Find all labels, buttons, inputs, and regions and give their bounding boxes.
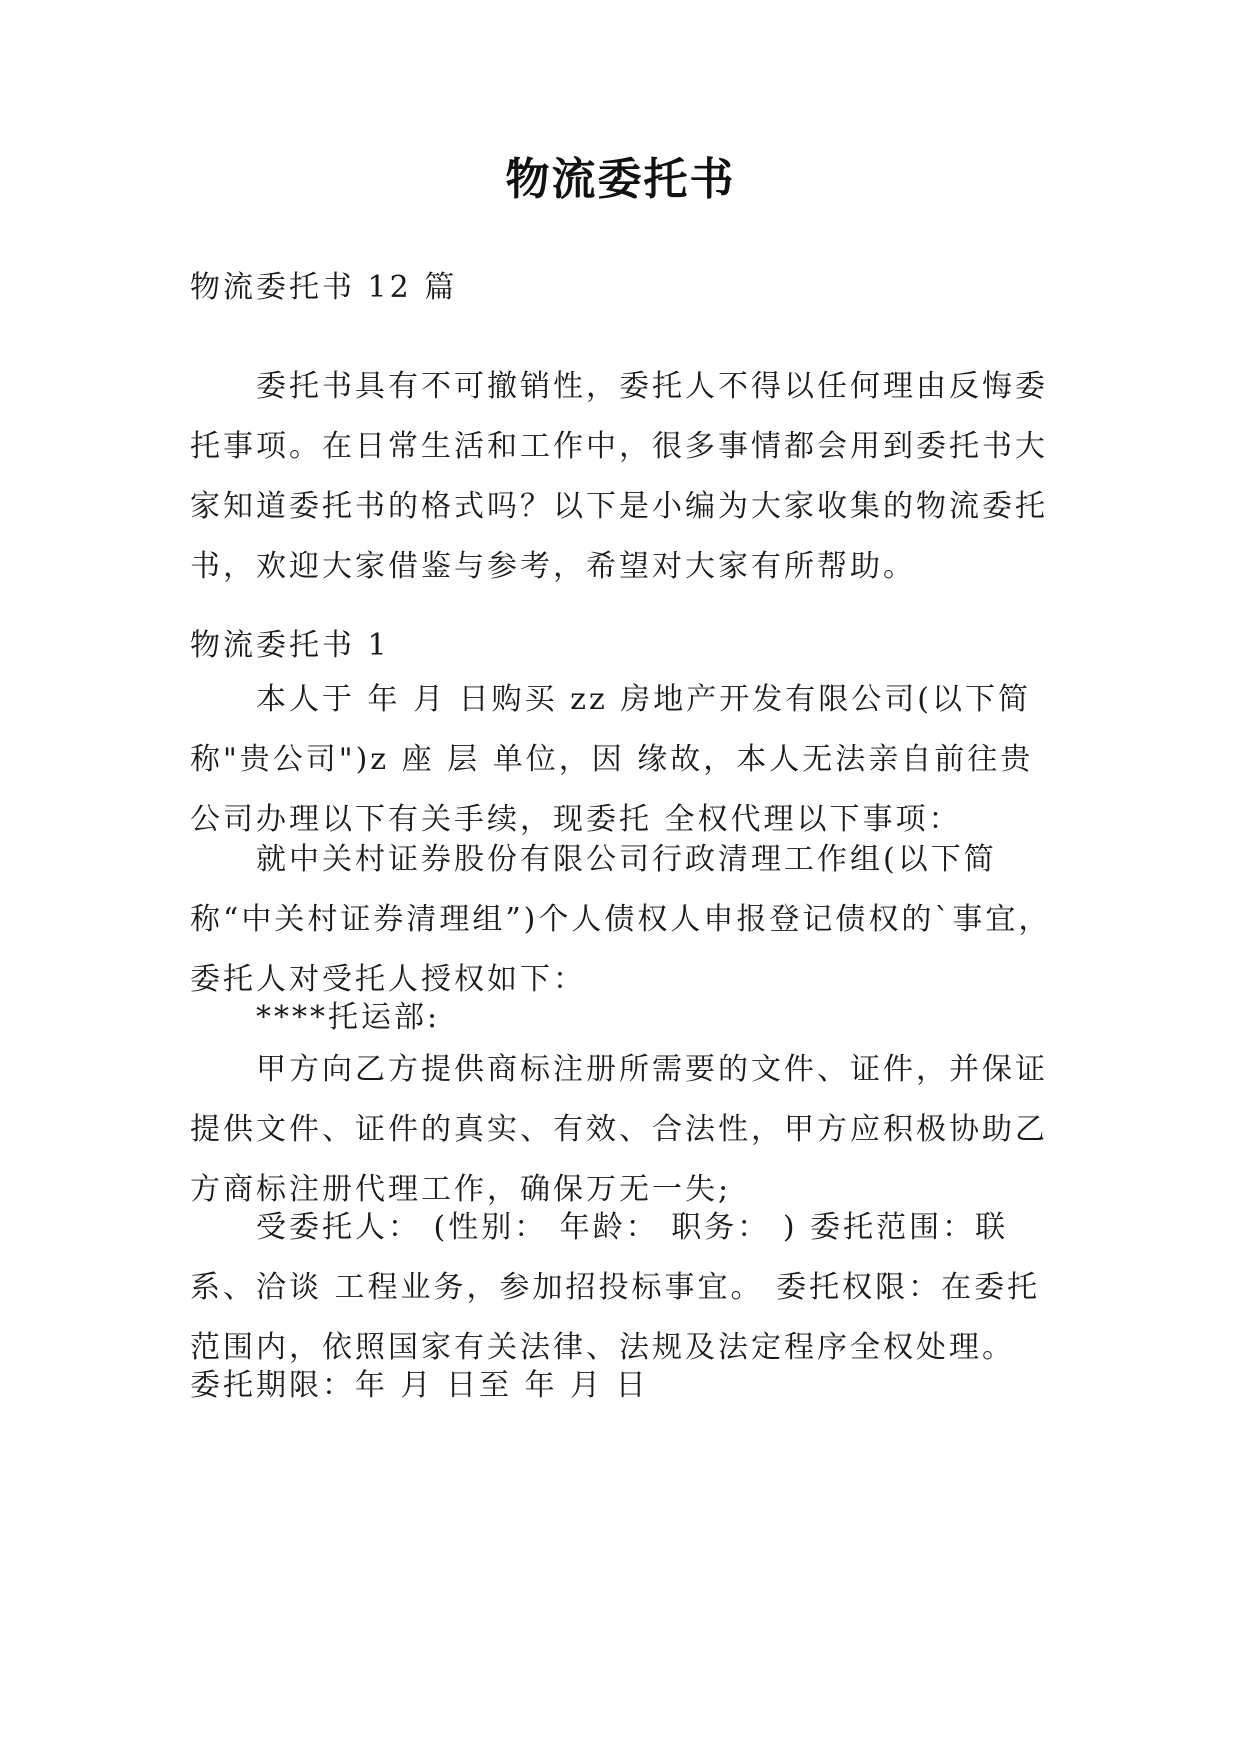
body-paragraph: ****托运部:	[256, 1000, 441, 1035]
body-paragraph: 就中关村证券股份有限公司行政清理工作组(以下简称“中关村证券清理组”)个人债权人申报登记债权的`事宜，委托人对受托人授权如下：	[190, 842, 1052, 997]
intro-paragraph: 委托书具有不可撤销性，委托人不得以任何理由反悔委托事项。在日常生活和工作中，很多事情都会用到委托书大家知道委托书的格式吗？以下是小编为大家收集的物流委托书，欢迎大家借鉴与参考，希望对大家有所帮助。	[190, 369, 1048, 584]
body-paragraph: 甲方向乙方提供商标注册所需要的文件、证件，并保证提供文件、证件的真实、有效、合法性，甲方应积极协助乙方商标注册代理工作，确保万无一失;	[190, 1052, 1048, 1207]
body-paragraph: 本人于 年 月 日购买 zz 房地产开发有限公司(以下简称"贵公司")z 座 层 单位，因 缘故，本人无法亲自前往贵公司办理以下有关手续，现委托 全权代理以下事项：	[190, 682, 1034, 837]
document-subtitle: 物流委托书 12 篇	[190, 270, 458, 305]
body-paragraph: 委托期限：年 月 日至 年 月 日	[190, 1368, 649, 1403]
document-title: 物流委托书	[505, 154, 736, 205]
body-paragraph: 受委托人： (性别： 年龄： 职务： ) 委托范围：联系、洽谈 工程业务，参加招投标事宜。 委托权限：在委托范围内，依照国家有关法律、法规及法定程序全权处理。	[190, 1210, 1041, 1365]
section-heading: 物流委托书 1	[190, 628, 390, 663]
